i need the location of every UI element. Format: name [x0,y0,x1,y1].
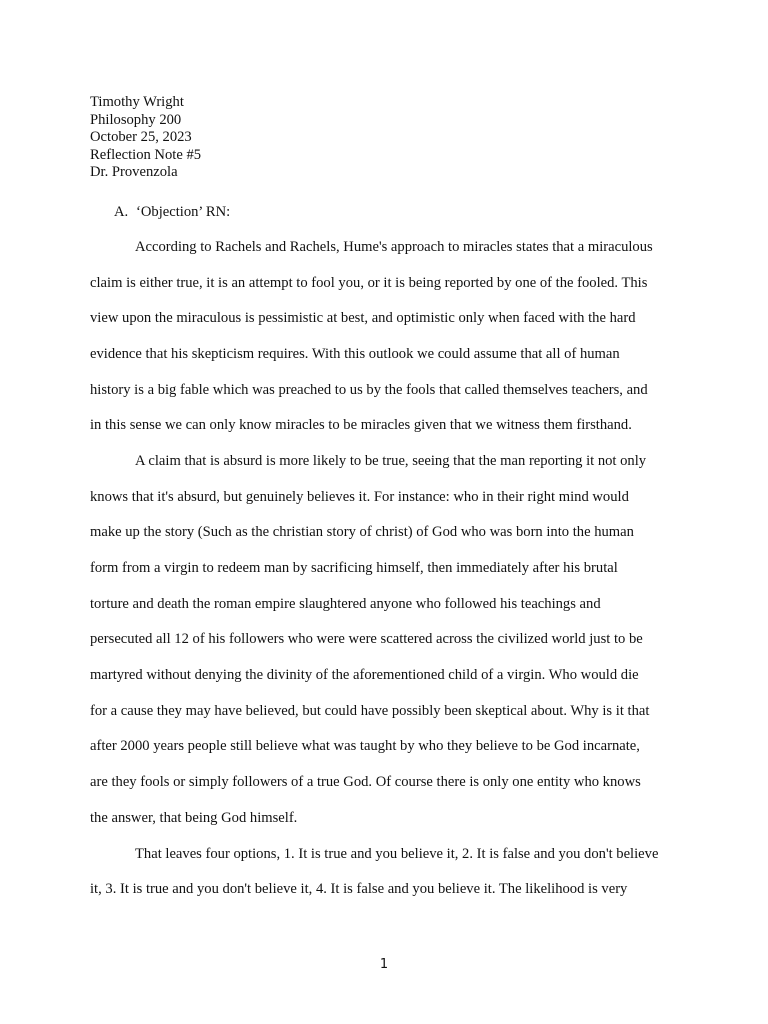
paragraph-2-line: for a cause they may have believed, but could have possibly been skeptical about. Why is it that [90,703,650,719]
paragraph-3-line: That leaves four options, 1. It is true and you believe it, 2. It is false and you don't believe [135,846,659,862]
assignment-title: Reflection Note #5 [90,146,202,163]
section-marker: A. [114,204,129,220]
paragraph-1-line: According to Rachels and Rachels, Hume's approach to miracles states that a miraculous [135,239,653,255]
paragraph-2-line: make up the story (Such as the christian story of christ) of God who was born into the human [90,524,634,540]
date: October 25, 2023 [90,129,192,146]
course-name: Philosophy 200 [90,111,182,128]
paragraph-1-line: view upon the miraculous is pessimistic at best, and optimistic only when faced with the hard [90,310,636,326]
author-name: Timothy Wright [90,94,184,110]
paragraph-2-line: torture and death the roman empire slaughtered anyone who followed his teachings and [90,596,601,612]
paragraph-2-line: form from a virgin to redeem man by sacrificing himself, then immediately after his brutal [90,560,618,576]
paragraph-1-line: in this sense we can only know miracles to be miracles given that we witness them firsthand. [90,417,632,433]
paragraph-2-line: A claim that is absurd is more likely to be true, seeing that the man reporting it not only [135,453,647,469]
paragraph-1-line: claim is either true, it is an attempt to fool you, or it is being reported by one of the fooled. This [90,275,648,291]
paragraph-3-line: it, 3. It is true and you don't believe it, 4. It is false and you believe it. The likelihood is very [90,881,628,897]
section-title: ‘Objection’ RN: [136,204,231,220]
paragraph-1-line: history is a big fable which was preached to us by the fools that called themselves teachers, and [90,382,648,398]
section-heading [114,203,230,221]
paragraph-2-line: after 2000 years people still believe what was taught by who they believe to be God incarnate, [90,738,640,754]
paragraph-2-line: martyred without denying the divinity of the aforementioned child of a virgin. Who would die [90,667,639,683]
paragraph-2-line: the answer, that being God himself. [90,810,298,826]
instructor-name: Dr. Provenzola [90,164,178,181]
paragraph-2-line: are they fools or simply followers of a true God. Of course there is only one entity who knows [90,774,641,790]
paragraph-2-line: knows that it's absurd, but genuinely believes it. For instance: who in their right mind would [90,489,629,505]
header-block [90,94,201,182]
paragraph-1-line: evidence that his skepticism requires. With this outlook we could assume that all of human [90,346,620,362]
paragraph-2-line: persecuted all 12 of his followers who were were scattered across the civilized world just to be [90,631,643,647]
page-number: 1 [379,957,389,972]
